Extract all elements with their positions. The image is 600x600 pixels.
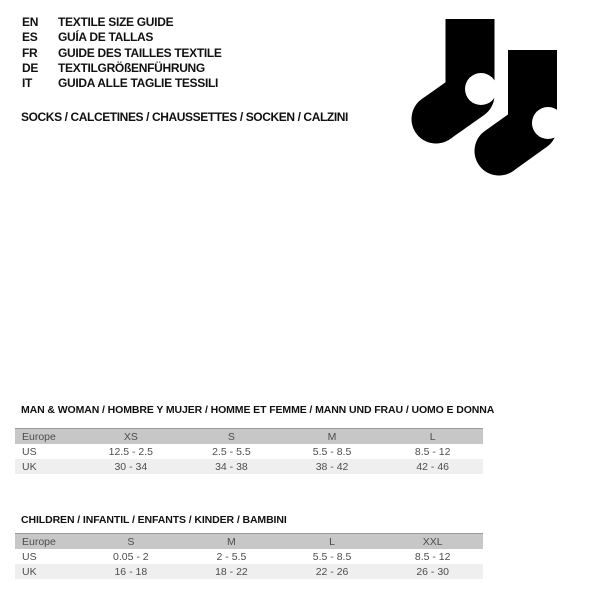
column-header: Europe xyxy=(22,535,56,548)
size-cell: 8.5 - 12 xyxy=(414,445,451,458)
size-cell: 2 - 5.5 xyxy=(216,550,247,563)
column-header: L xyxy=(429,430,436,443)
size-cell: 12.5 - 2.5 xyxy=(108,445,153,458)
size-cell: 2.5 - 5.5 xyxy=(212,445,251,458)
region-label: US xyxy=(22,445,37,458)
language-code: FR xyxy=(22,45,38,60)
language-label: GUIDE DES TAILLES TEXTILE xyxy=(58,45,222,60)
size-cell: 34 - 38 xyxy=(215,460,248,473)
language-row-fr xyxy=(22,46,222,61)
language-row-it xyxy=(22,76,222,91)
language-code: EN xyxy=(22,15,39,29)
size-cell: 42 - 46 xyxy=(416,460,450,473)
socks-icon xyxy=(400,5,570,185)
column-header: M xyxy=(227,535,236,548)
region-label: US xyxy=(22,550,37,563)
language-code: IT xyxy=(22,76,33,91)
column-header: M xyxy=(327,430,337,443)
size-cell: 5.5 - 8.5 xyxy=(312,550,352,563)
size-cell: 16 - 18 xyxy=(114,565,148,578)
size-cell: 30 - 34 xyxy=(114,460,148,473)
language-label: GUÍA DE TALLAS xyxy=(58,30,154,45)
size-cell: 5.5 - 8.5 xyxy=(312,445,352,458)
size-cell: 8.5 - 12 xyxy=(414,550,451,563)
region-label: UK xyxy=(22,565,37,578)
size-cell: 0.05 - 2 xyxy=(113,550,149,563)
column-header: XXL xyxy=(422,535,443,548)
table-row xyxy=(15,459,483,474)
size-cell: 26 - 30 xyxy=(416,565,450,578)
table-row xyxy=(15,549,483,564)
language-label: GUIDA ALLE TAGLIE TESSILI xyxy=(58,76,219,91)
size-cell: 22 - 26 xyxy=(315,565,349,578)
language-guide-list xyxy=(22,15,222,91)
language-label: TEXTILE SIZE GUIDE xyxy=(58,15,174,29)
man-woman-table-title: MAN & WOMAN / HOMBRE Y MUJER / HOMME ET FEMME / MANN UND FRAU / UOMO E DONNA xyxy=(21,404,495,416)
language-row-de xyxy=(22,61,222,76)
column-header: Europe xyxy=(22,430,56,443)
language-row-es xyxy=(22,30,222,45)
region-label: UK xyxy=(22,460,37,473)
table-header-row xyxy=(15,429,483,445)
table-row xyxy=(15,444,483,459)
category-title: SOCKS / CALCETINES / CHAUSSETTES / SOCKEN / CALZINI xyxy=(21,110,348,124)
table-row xyxy=(15,564,483,579)
table-header-row xyxy=(15,534,483,550)
language-code: ES xyxy=(22,30,38,45)
children-table-title: CHILDREN / INFANTIL / ENFANTS / KINDER / BAMBINI xyxy=(21,514,287,526)
column-header: S xyxy=(127,535,135,548)
size-cell: 18 - 22 xyxy=(215,565,248,578)
size-cell: 38 - 42 xyxy=(315,460,349,473)
column-header: XS xyxy=(123,430,138,443)
language-code: DE xyxy=(22,60,39,75)
size-table-man-woman xyxy=(15,428,483,474)
language-row-en xyxy=(22,15,222,30)
size-table-children xyxy=(15,533,483,579)
language-label: TEXTILGRÖßENFÜHRUNG xyxy=(58,60,205,75)
column-header: L xyxy=(329,535,335,548)
column-header: S xyxy=(227,430,235,443)
